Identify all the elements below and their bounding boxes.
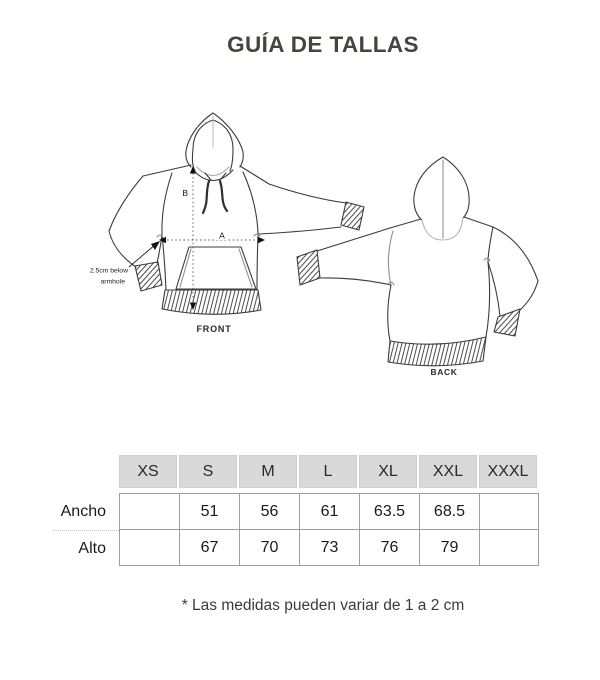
- page-title: GUÍA DE TALLAS: [227, 32, 419, 57]
- armhole-note-line2: armhole: [100, 278, 125, 286]
- front-body-left-edge: [162, 235, 166, 290]
- ancho-xxxl-cell: [479, 493, 539, 530]
- alto-xs-cell: [119, 530, 179, 566]
- pocket-stitch-lines: [180, 249, 252, 287]
- ancho-m-cell: 56: [239, 493, 299, 530]
- width-dim-label: A: [219, 230, 225, 241]
- back-left-armhole-seam: [388, 231, 393, 285]
- front-right-cuff: [341, 202, 364, 230]
- alto-xxxl-cell: [479, 530, 539, 566]
- front-right-sleeve: [240, 166, 346, 234]
- kangaroo-pocket: [176, 247, 256, 289]
- column-header-s: S: [179, 455, 237, 488]
- back-right-cuff: [494, 309, 520, 336]
- alto-m-cell: 70: [239, 530, 299, 566]
- front-hood-rim-inner: [197, 167, 229, 176]
- armpit-marks: [157, 234, 260, 237]
- size-table-corner-spacer: [53, 455, 119, 488]
- back-armpit-marks: [388, 258, 490, 285]
- back-hood-outline: [414, 157, 469, 220]
- front-hem-band: [162, 290, 261, 314]
- note-arrowhead-icon: [151, 241, 160, 250]
- measurement-disclaimer: * Las medidas pueden variar de 1 a 2 cm: [181, 597, 465, 614]
- size-table-header-row: [53, 455, 539, 488]
- width-dimension-line: [159, 229, 265, 243]
- dimension-annotations: [90, 166, 265, 310]
- back-view-drawing: [297, 157, 538, 366]
- height-dim-label: B: [182, 188, 188, 198]
- ancho-xxl-cell: 68.5: [419, 493, 479, 530]
- arrow-right-icon: [258, 237, 265, 243]
- height-dimension-line: [182, 166, 196, 310]
- drawstring-right: [220, 181, 227, 211]
- drawstring-left: [203, 181, 209, 213]
- ancho-xl-cell: 63.5: [359, 493, 419, 530]
- back-left-sleeve: [317, 228, 391, 285]
- column-header-m: M: [239, 455, 297, 488]
- back-caption: BACK: [430, 367, 458, 377]
- size-table: [53, 455, 539, 566]
- front-left-armhole-seam: [162, 173, 172, 235]
- front-caption: FRONT: [196, 324, 232, 334]
- front-body-right-edge: [257, 234, 258, 290]
- row-label-alto: Alto: [53, 530, 119, 566]
- column-header-xxl: XXL: [419, 455, 477, 488]
- ancho-s-cell: 51: [179, 493, 239, 530]
- front-left-sleeve: [109, 165, 191, 267]
- column-header-xl: XL: [359, 455, 417, 488]
- back-shoulders: [390, 217, 493, 228]
- column-header-xs: XS: [119, 455, 177, 488]
- armhole-note-line1: 2.5cm below: [89, 267, 128, 275]
- table-row-ancho: [53, 493, 539, 530]
- row-label-ancho: Ancho: [60, 502, 106, 520]
- ancho-xs-cell: [119, 493, 179, 530]
- front-chin-lines: [205, 173, 226, 180]
- ancho-l-cell: 61: [299, 493, 359, 530]
- table-row-alto: [53, 530, 539, 566]
- front-right-armhole-seam: [243, 172, 258, 234]
- front-view-drawing: [109, 113, 364, 314]
- back-body-right-edge: [486, 227, 493, 337]
- alto-l-cell: 73: [299, 530, 359, 566]
- column-header-l: L: [299, 455, 357, 488]
- alto-s-cell: 67: [179, 530, 239, 566]
- alto-xl-cell: 76: [359, 530, 419, 566]
- back-right-sleeve: [488, 227, 538, 316]
- back-left-cuff: [297, 250, 320, 285]
- alto-xxl-cell: 79: [419, 530, 479, 566]
- back-hem-band: [388, 337, 486, 366]
- column-header-xxxl: XXXL: [479, 455, 537, 488]
- back-body-left-edge: [388, 285, 391, 341]
- front-left-cuff: [135, 262, 162, 291]
